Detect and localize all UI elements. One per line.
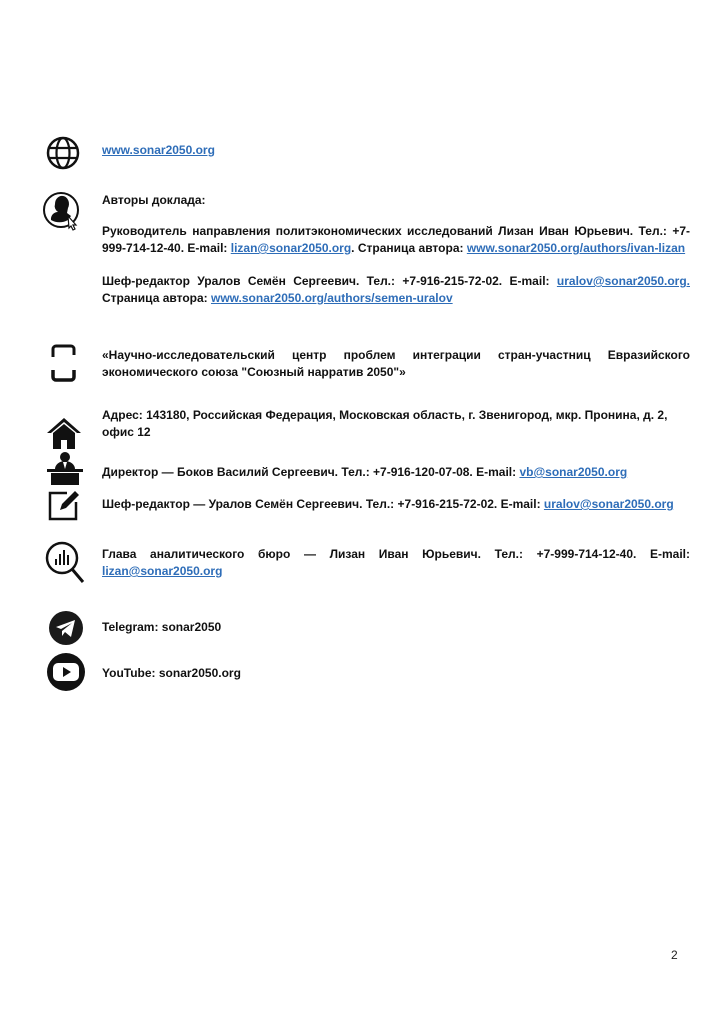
chief-editor-email-link[interactable]: uralov@sonar2050.org <box>543 497 674 511</box>
youtube-icon <box>46 652 86 692</box>
director-email-link[interactable]: vb@sonar2050.org <box>519 465 628 479</box>
bracket-frame-icon <box>50 344 76 382</box>
website-link[interactable]: www.sonar2050.org <box>102 143 215 157</box>
authors-heading: Авторы доклада: <box>102 193 206 207</box>
organization-line-2: экономического союза "Союзный нарратив 2050"» <box>102 365 406 379</box>
analytics-row <box>102 546 690 580</box>
person-cursor-icon <box>41 190 83 232</box>
chief-editor-row <box>102 496 690 513</box>
editor-text: Шеф-редактор Уралов Семён Сергеевич. Тел.: +7-916-215-72-02. E-mail: <box>102 274 557 288</box>
lead-author-text: Руководитель направления политэкономических исследований Лизан Иван Юрьевич. Тел.: +7-999-714-12-40. E-mail: <box>102 224 690 255</box>
editor-page-link[interactable]: www.sonar2050.org/authors/semen-uralov <box>210 291 453 305</box>
lead-author-page-link[interactable]: www.sonar2050.org/authors/ivan-lizan <box>466 241 686 255</box>
editor-first-line <box>102 273 690 290</box>
edit-icon <box>47 488 81 522</box>
lead-author-page-label: . Страница автора: <box>351 241 467 255</box>
website-row <box>102 142 690 159</box>
director-row <box>102 464 690 481</box>
director-desk-icon <box>45 450 85 486</box>
analytics-text: Глава аналитического бюро — Лизан Иван Юрьевич. Тел.: +7-999-714-12-40. E-mail: <box>102 547 690 561</box>
organization-line-1: «Научно-исследовательский центр проблем интеграции стран-участниц Евразийского <box>102 348 690 362</box>
address-text: Адрес: 143180, Российская Федерация, Московская область, г. Звенигород, мкр. Пронина, д. 2, офис 12 <box>102 408 668 439</box>
telegram-icon <box>48 610 84 646</box>
lead-author-paragraph <box>102 223 690 257</box>
organization-name <box>102 347 690 381</box>
chief-editor-text: Шеф-редактор — Уралов Семён Сергеевич. Тел.: +7-916-215-72-02. E-mail: <box>102 497 544 511</box>
editor-paragraph <box>102 273 690 307</box>
globe-icon <box>45 135 81 171</box>
lead-author-email-link[interactable]: lizan@sonar2050.org <box>230 241 352 255</box>
page-number: 2 <box>671 948 678 962</box>
editor-page-label: Страница автора: <box>102 291 211 305</box>
editor-email-link[interactable]: uralov@sonar2050.org. <box>556 274 690 288</box>
house-icon <box>45 416 83 450</box>
analytics-search-icon <box>42 540 88 586</box>
telegram-text[interactable]: Telegram: sonar2050 <box>102 620 222 634</box>
director-text: Директор — Боков Василий Сергеевич. Тел.: +7-916-120-07-08. E-mail: <box>102 465 520 479</box>
youtube-text[interactable]: YouTube: sonar2050.org <box>102 666 241 680</box>
analytics-email-link[interactable]: lizan@sonar2050.org <box>102 564 223 578</box>
